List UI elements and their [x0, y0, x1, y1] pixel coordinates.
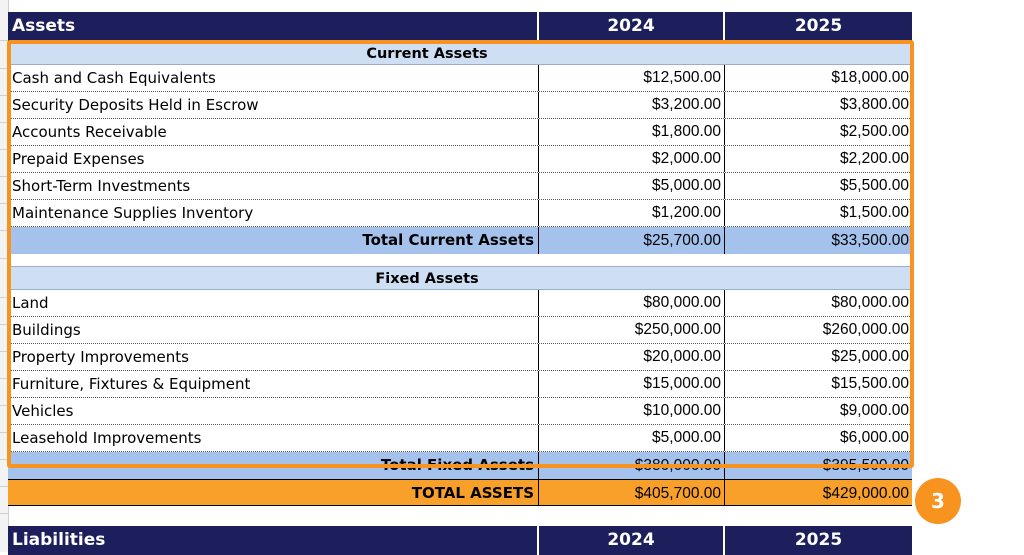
- row-value-2024[interactable]: $12,500.00: [539, 65, 725, 91]
- row-value-2024[interactable]: $10,000.00: [539, 398, 725, 424]
- row-label[interactable]: Short-Term Investments: [8, 173, 539, 199]
- row-label[interactable]: Accounts Receivable: [8, 119, 539, 145]
- table-row: [8, 146, 912, 173]
- row-value-2025[interactable]: $15,500.00: [831, 375, 909, 392]
- total-assets-row: [8, 479, 912, 506]
- table-row: [8, 173, 912, 200]
- table-row: [8, 317, 912, 344]
- table-row: [8, 398, 912, 425]
- table-row: [8, 92, 912, 119]
- row-value-2024[interactable]: $80,000.00: [539, 290, 725, 316]
- assets-header-title[interactable]: Assets: [8, 12, 539, 41]
- row-label[interactable]: Prepaid Expenses: [8, 146, 539, 172]
- row-value-2024[interactable]: $5,000.00: [539, 173, 725, 199]
- row-label[interactable]: Furniture, Fixtures & Equipment: [8, 371, 539, 397]
- row-value-2025[interactable]: $1,500.00: [840, 204, 909, 221]
- row-label[interactable]: Cash and Cash Equivalents: [8, 65, 539, 91]
- liabilities-header-2024[interactable]: 2024: [539, 526, 725, 555]
- total-fixed-assets-2024[interactable]: $380,000.00: [539, 452, 725, 479]
- table-row: [8, 371, 912, 398]
- row-value-2024[interactable]: $3,200.00: [539, 92, 725, 118]
- row-label[interactable]: Buildings: [8, 317, 539, 343]
- total-current-assets-2025[interactable]: $33,500.00: [831, 232, 909, 249]
- table-row: [8, 200, 912, 227]
- row-value-2024[interactable]: $250,000.00: [539, 317, 725, 343]
- total-current-assets-2024[interactable]: $25,700.00: [539, 227, 725, 254]
- total-assets-2024[interactable]: $405,700.00: [539, 480, 725, 505]
- row-value-2025[interactable]: $9,000.00: [840, 402, 909, 419]
- table-row: [8, 344, 912, 371]
- row-value-2025[interactable]: $2,500.00: [840, 123, 909, 140]
- assets-table: [8, 12, 912, 555]
- total-current-assets-row: [8, 227, 912, 254]
- row-value-2024[interactable]: $15,000.00: [539, 371, 725, 397]
- row-value-2025[interactable]: $25,000.00: [831, 348, 909, 365]
- row-value-2025[interactable]: $5,500.00: [840, 177, 909, 194]
- liabilities-header-title[interactable]: Liabilities: [8, 526, 539, 555]
- assets-header-2024[interactable]: 2024: [539, 12, 725, 41]
- row-label[interactable]: Property Improvements: [8, 344, 539, 370]
- table-row: [8, 65, 912, 92]
- liabilities-header-2025[interactable]: 2025: [794, 530, 843, 550]
- assets-header-2025[interactable]: 2025: [794, 16, 843, 36]
- row-label[interactable]: Vehicles: [8, 398, 539, 424]
- assets-header-row: [8, 12, 912, 41]
- row-value-2024[interactable]: $1,200.00: [539, 200, 725, 226]
- total-fixed-assets-row: [8, 452, 912, 479]
- row-value-2025[interactable]: $260,000.00: [822, 321, 909, 338]
- row-value-2024[interactable]: $1,800.00: [539, 119, 725, 145]
- row-value-2025[interactable]: $6,000.00: [840, 429, 909, 446]
- row-label[interactable]: Maintenance Supplies Inventory: [8, 200, 539, 226]
- total-assets-label[interactable]: TOTAL ASSETS: [8, 480, 539, 505]
- table-row: [8, 290, 912, 317]
- row-label[interactable]: Leasehold Improvements: [8, 425, 539, 451]
- current-assets-section-row: [8, 41, 912, 65]
- row-value-2025[interactable]: $18,000.00: [831, 69, 909, 86]
- row-value-2024[interactable]: $5,000.00: [539, 425, 725, 451]
- fixed-assets-title[interactable]: Fixed Assets: [375, 271, 479, 287]
- table-row: [8, 425, 912, 452]
- row-value-2024[interactable]: $2,000.00: [539, 146, 725, 172]
- current-assets-title[interactable]: Current Assets: [366, 46, 488, 62]
- row-value-2024[interactable]: $20,000.00: [539, 344, 725, 370]
- row-value-2025[interactable]: $2,200.00: [840, 150, 909, 167]
- row-value-2025[interactable]: $80,000.00: [831, 294, 909, 311]
- fixed-assets-section-row: [8, 266, 912, 290]
- table-row: [8, 119, 912, 146]
- row-label[interactable]: Security Deposits Held in Escrow: [8, 92, 539, 118]
- row-label[interactable]: Land: [8, 290, 539, 316]
- total-fixed-assets-label[interactable]: Total Fixed Assets: [8, 452, 539, 479]
- total-assets-2025[interactable]: $429,000.00: [822, 485, 909, 502]
- blank-row: [8, 506, 912, 526]
- liabilities-header-row: [8, 526, 912, 555]
- blank-row: [8, 254, 912, 266]
- row-value-2025[interactable]: $3,800.00: [840, 96, 909, 113]
- total-current-assets-label[interactable]: Total Current Assets: [8, 227, 539, 254]
- total-fixed-assets-2025[interactable]: $395,500.00: [822, 457, 909, 474]
- annotation-badge: 3: [915, 478, 961, 524]
